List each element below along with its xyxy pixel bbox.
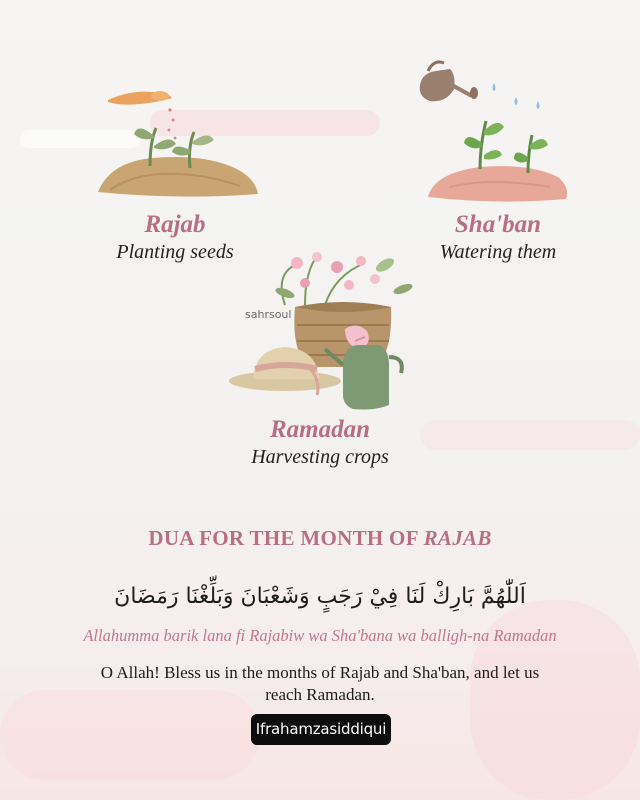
planting-seeds-illustration: [90, 80, 270, 205]
ramadan-description: Harvesting crops: [251, 446, 389, 468]
shaban-caption: [398, 210, 598, 264]
dua-translation: O Allah! Bless us in the months of Rajab and Sha'ban, and let us reach Ramadan.: [100, 663, 540, 704]
ramadan-caption: [220, 415, 420, 469]
watermark-text: sahrsoul: [245, 308, 292, 321]
rajab-description: Planting seeds: [116, 241, 234, 263]
ramadan-month-label: Ramadan: [269, 416, 371, 443]
rajab-month-label: Rajab: [144, 211, 206, 238]
dua-arabic-text: اَللّٰهُمَّ بَارِكْ لَنَا فِيْ رَجَبٍ وَشَعْبَانَ وَبَلِّغْنَا رَمَضَانَ: [114, 584, 526, 609]
creator-tag[interactable]: Ifrahamzasiddiqui: [251, 714, 391, 745]
harvest-basket-illustration: [225, 245, 415, 420]
dua-title-prefix: DUA FOR THE MONTH OF: [148, 526, 424, 550]
shaban-month-label: Sha'ban: [454, 211, 542, 238]
dua-title-emphasis: RAJAB: [423, 526, 492, 550]
watering-plants-illustration: [410, 55, 575, 205]
brush-stroke-decoration: [420, 420, 640, 450]
shaban-description: Watering them: [439, 241, 557, 263]
dua-transliteration: Allahumma barik lana fi Rajabiw wa Sha'bana wa balligh-na Ramadan: [83, 626, 557, 645]
dua-title: [0, 526, 640, 551]
rajab-caption: [75, 210, 275, 264]
